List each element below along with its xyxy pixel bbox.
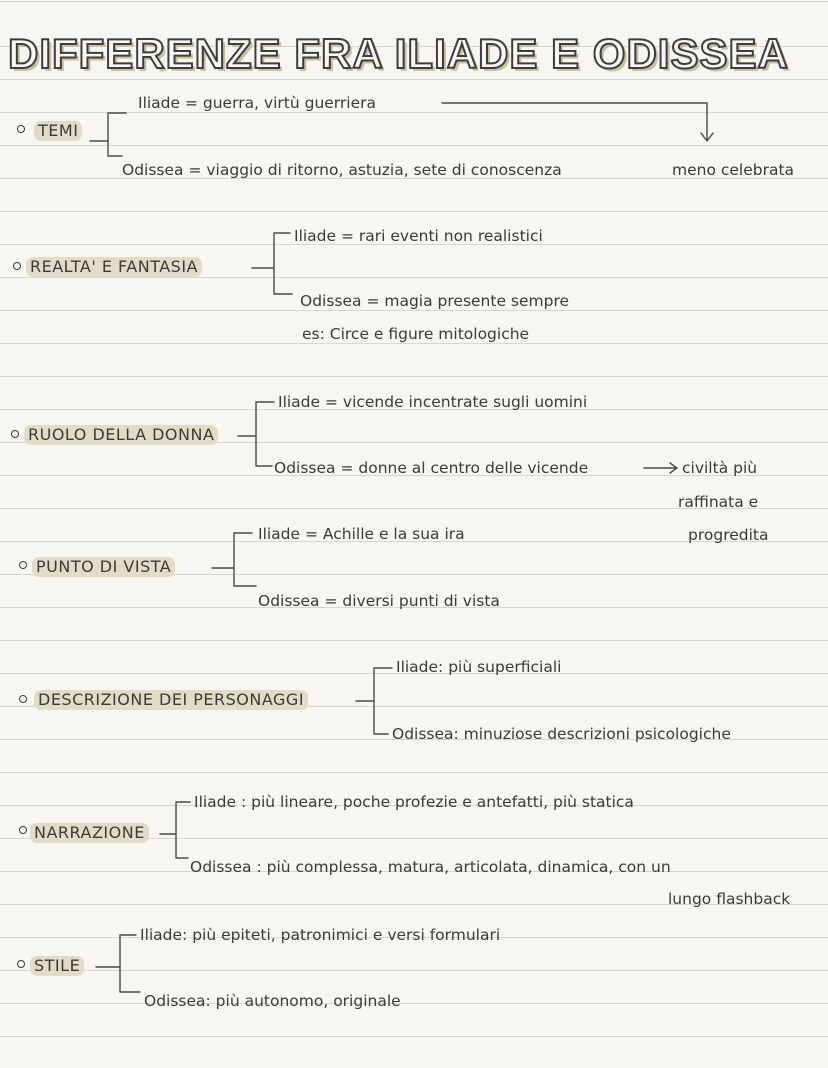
odissea-descrizione: Odissea: minuziose descrizioni psicologiche <box>392 725 731 743</box>
bullet-icon <box>13 262 21 270</box>
bracket-stile <box>96 935 140 992</box>
iliade-descrizione: Iliade: più superficiali <box>396 658 562 676</box>
odissea-realta: Odissea = magia presente sempre <box>300 292 570 310</box>
bracket-temi <box>90 113 126 156</box>
note-ruolo-2: raffinata e <box>678 493 759 511</box>
category-temi: TEMI <box>34 121 82 141</box>
odissea-temi: Odissea = viaggio di ritorno, astuzia, sete di conoscenza <box>122 161 562 179</box>
category-narrazione: NARRAZIONE <box>30 823 149 843</box>
bullet-icon <box>19 695 27 703</box>
bracket-narrazione <box>160 802 190 858</box>
bullet-icon <box>17 125 25 133</box>
arrow-ruolo <box>644 463 677 473</box>
note-temi: meno celebrata <box>672 161 795 179</box>
category-realta: REALTA' E FANTASIA <box>26 257 202 277</box>
iliade-ruolo: Iliade = vicende incentrate sugli uomini <box>278 393 588 411</box>
odissea-narrazione: Odissea : più complessa, matura, articolata, dinamica, con un <box>190 858 671 876</box>
odissea-realta-example: es: Circe e figure mitologiche <box>302 325 530 343</box>
category-ruolo: RUOLO DELLA DONNA <box>24 425 218 445</box>
iliade-narrazione: Iliade : più lineare, poche profezie e antefatti, più statica <box>194 793 634 811</box>
iliade-realta: Iliade = rari eventi non realistici <box>294 227 543 245</box>
bracket-punto <box>212 533 256 586</box>
note-ruolo-1: civiltà più <box>682 459 758 477</box>
bracket-descrizione <box>356 668 392 734</box>
bullet-icon <box>17 960 25 968</box>
iliade-stile: Iliade: più epiteti, patronimici e versi formulari <box>140 926 501 944</box>
odissea-narrazione-cont: lungo flashback <box>668 890 791 908</box>
iliade-temi: Iliade = guerra, virtù guerriera <box>138 94 376 112</box>
iliade-punto: Iliade = Achille e la sua ira <box>258 525 465 543</box>
bullet-icon <box>19 826 27 834</box>
odissea-stile: Odissea: più autonomo, originale <box>144 992 401 1010</box>
category-punto: PUNTO DI VISTA <box>32 557 175 577</box>
bracket-realta <box>252 233 292 294</box>
bracket-ruolo <box>238 402 274 466</box>
odissea-ruolo: Odissea = donne al centro delle vicende <box>274 459 589 477</box>
note-ruolo-3: progredita <box>688 526 769 544</box>
category-stile: STILE <box>30 956 84 976</box>
page-title: DIFFERENZE FRA ILIADE E ODISSEA <box>8 30 789 77</box>
bullet-icon <box>11 430 19 438</box>
category-descrizione: DESCRIZIONE DEI PERSONAGGI <box>34 690 308 710</box>
arrow-temi <box>442 103 713 141</box>
odissea-punto: Odissea = diversi punti di vista <box>258 592 500 610</box>
bullet-icon <box>19 561 27 569</box>
